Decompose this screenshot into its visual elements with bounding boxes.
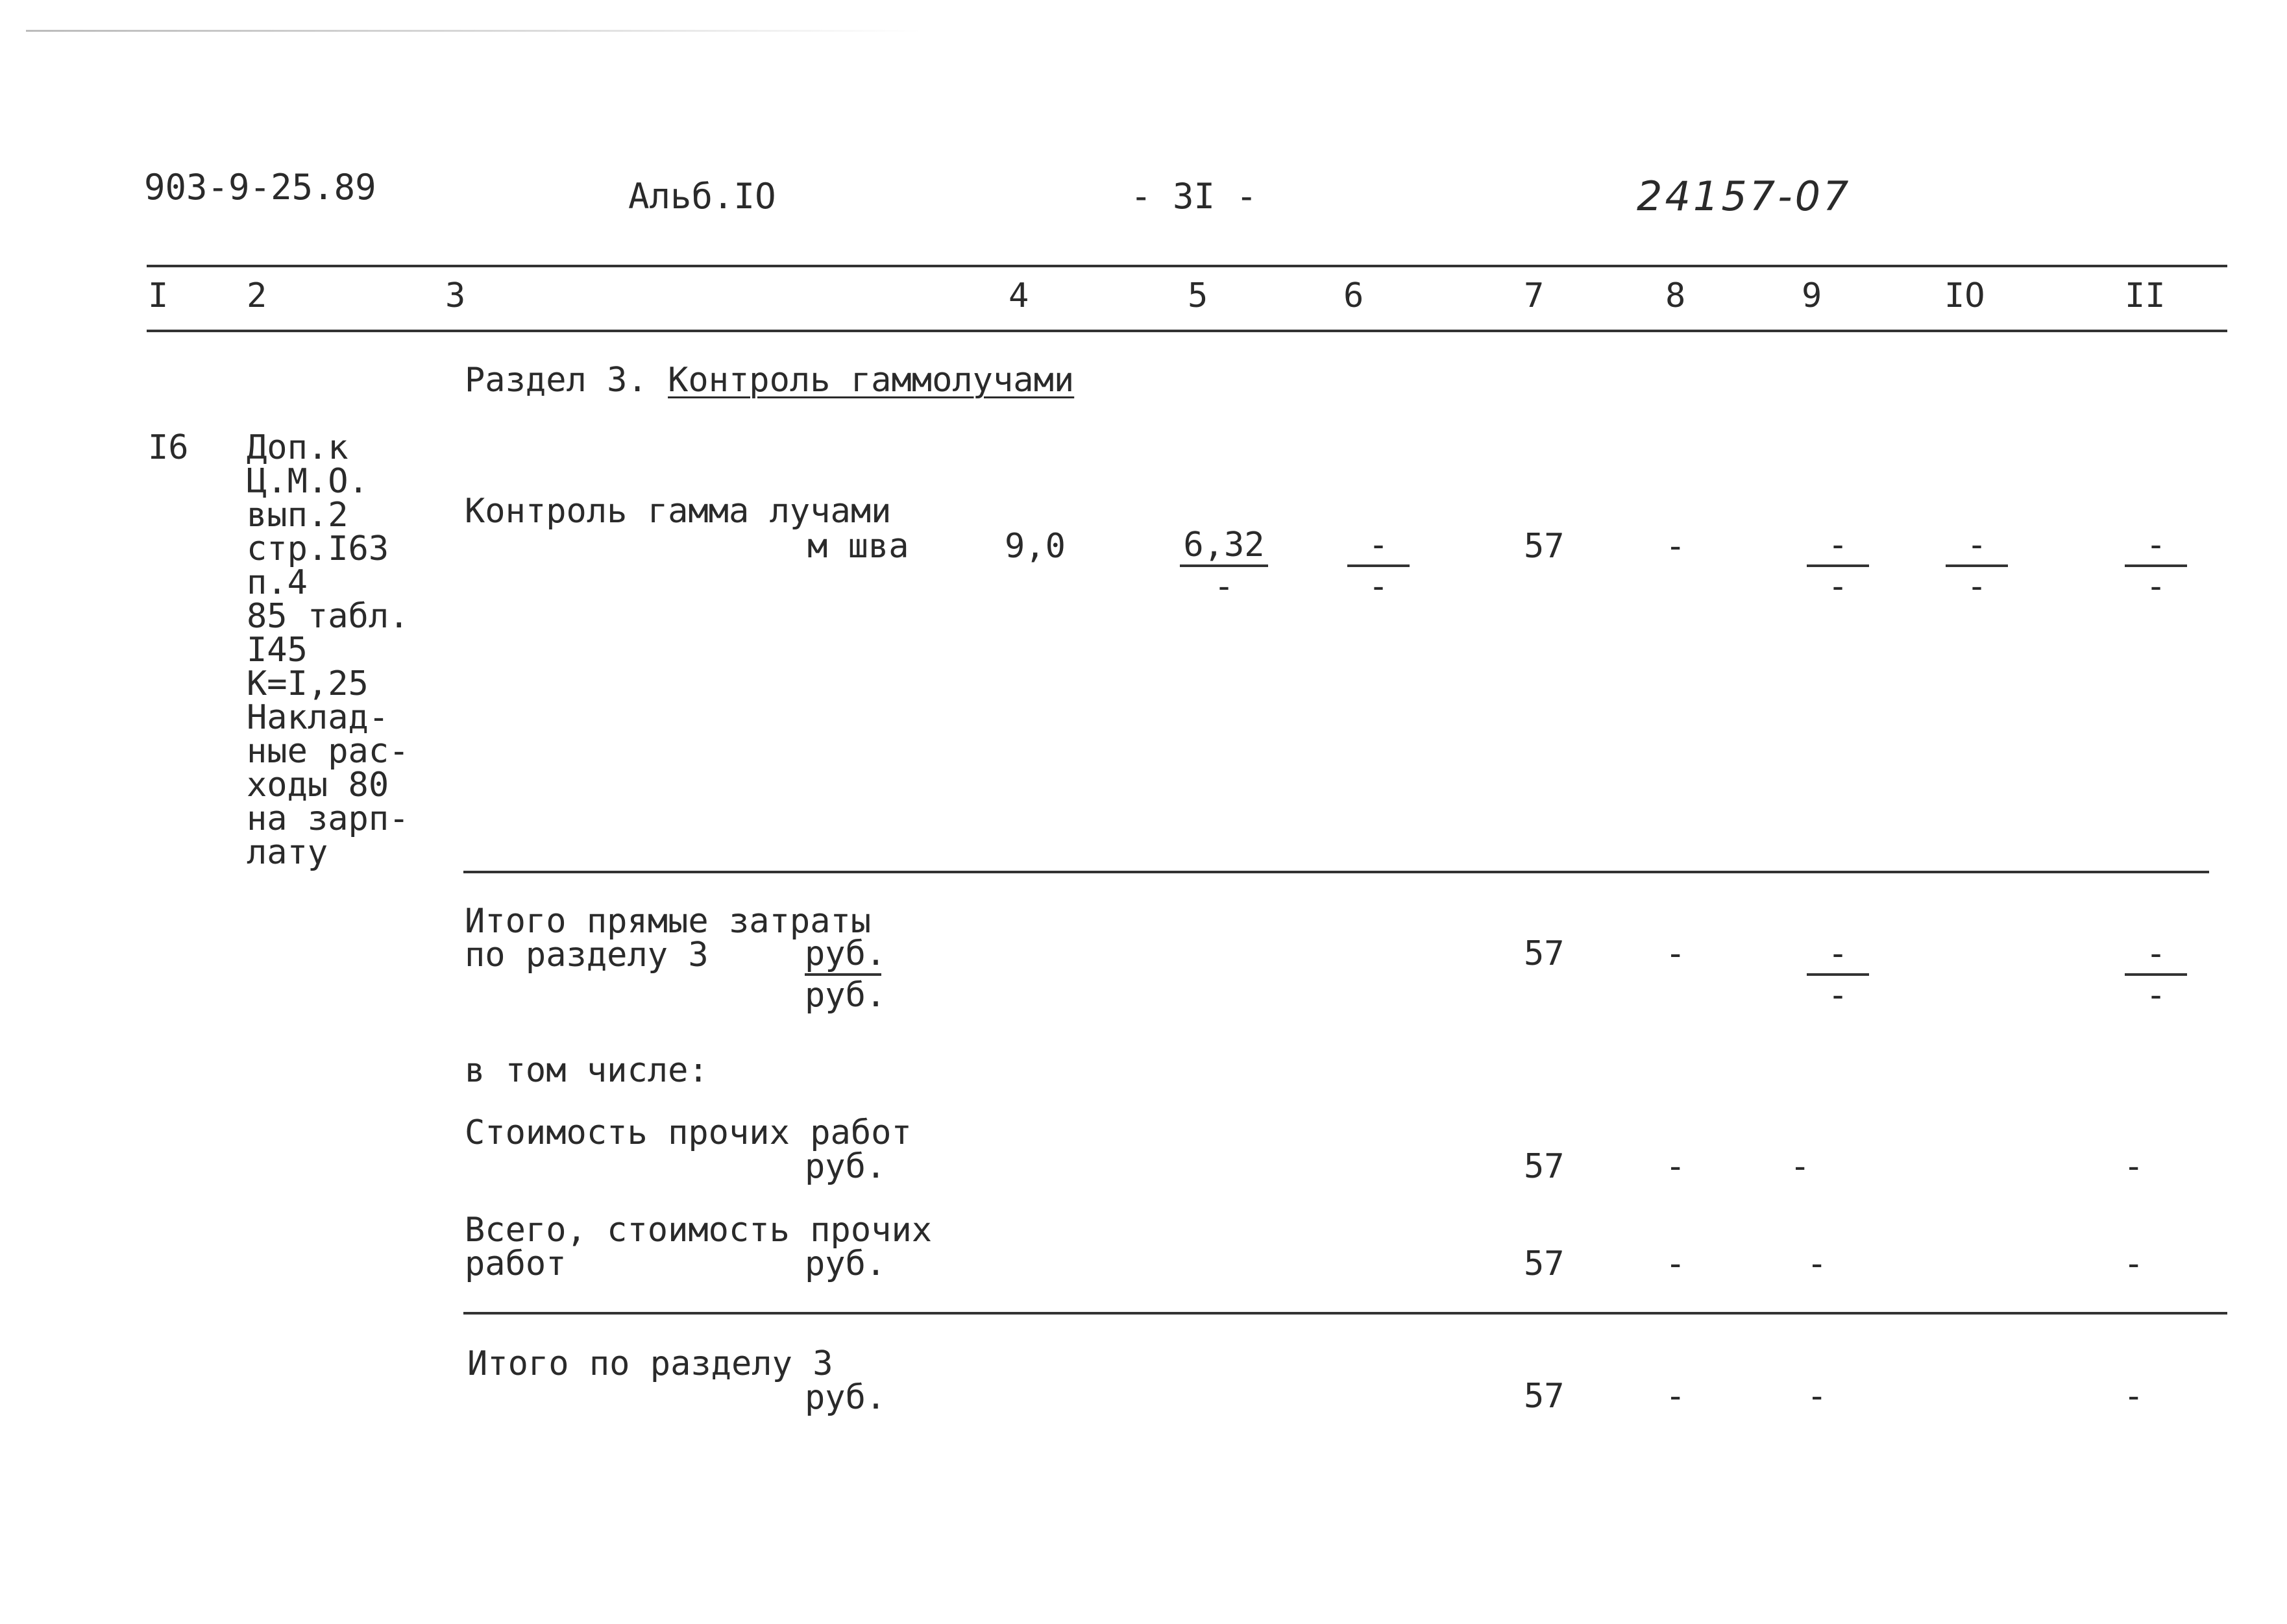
page-number: - 3I - [1131,176,1258,217]
all-other-works-col9: - [1807,1244,1828,1283]
other-works-col8: - [1665,1147,1686,1186]
item-col10: - - [1946,528,2008,603]
item-unit-cost [1180,526,1268,606]
all-other-works-col8: - [1665,1244,1686,1283]
all-other-works-label-line1: Всего, стоимость прочих [465,1211,933,1250]
scan-edge-artifact [26,30,922,32]
column-number-7: 7 [1524,276,1545,315]
header-top-rule [147,265,2227,267]
other-works-unit: руб. [805,1147,887,1186]
reference-line: Наклад- [247,698,389,737]
unit-cost-denominator: - [1214,567,1234,606]
reference-line: ные рас- [247,732,410,771]
item-number: I6 [148,428,189,467]
item-col9: - - [1807,528,1869,603]
section-total-rule [463,1312,2227,1315]
including-label: в том числе: [465,1051,709,1090]
column-number-10: IO [1944,276,1985,315]
reference-line: ходы 80 [247,766,389,805]
item-col6: - - [1347,528,1410,603]
column-number-8: 8 [1665,276,1686,315]
column-number-5: 5 [1188,276,1208,315]
reference-line: на зарп- [247,799,410,838]
reference-line: К=I,25 [247,664,369,703]
item-unit: м шва [807,527,909,566]
column-number-4: 4 [1009,276,1029,315]
other-works-total: 57 [1524,1147,1565,1186]
section-total-label: Итого по разделу 3 [467,1344,833,1383]
direct-costs-col8: - [1665,934,1686,973]
column-number-1: I [148,276,169,315]
other-works-col9: - [1790,1147,1811,1186]
direct-costs-col9: - - [1807,937,1869,1012]
direct-costs-unit: руб. руб. [805,934,887,1015]
reference-line: Ц.М.О. [247,462,369,501]
reference-line: Доп.к [247,428,349,467]
item-name: Контроль гамма лучами [465,492,892,531]
all-other-works-total: 57 [1524,1244,1565,1283]
direct-costs-total: 57 [1524,934,1565,973]
unit-cost-numerator: 6,32 [1180,528,1268,567]
item-total: 57 [1524,527,1565,566]
other-works-label: Стоимость прочих работ [465,1113,912,1152]
reference-line: стр.I63 [247,529,389,568]
direct-costs-label-line2: по разделу 3 [465,936,709,975]
column-number-3: 3 [445,276,466,315]
section-total-col11: - [2123,1377,2144,1416]
item-col8: - [1665,527,1686,566]
document-code: 903-9-25.89 [144,167,376,208]
reference-line: 85 табл. [247,597,410,636]
item-reference [247,428,410,872]
section-total-sum: 57 [1524,1377,1565,1416]
all-other-works-unit: руб. [805,1244,887,1283]
direct-costs-label-line1: Итого прямые затраты [465,902,872,941]
item-quantity: 9,0 [1005,527,1066,566]
section-total-col9: - [1807,1377,1828,1416]
section-heading [465,361,1075,400]
column-number-6: 6 [1343,276,1364,315]
inventory-number: 24157-07 [1637,173,1852,220]
column-number-2: 2 [247,276,267,315]
section-items-rule [463,871,2209,873]
section-title: Контроль гаммолучами [668,361,1075,400]
item-col11: - - [2125,528,2187,603]
all-other-works-col11: - [2123,1244,2144,1283]
album-number: Альб.IO [628,176,776,217]
reference-line: п.4 [247,563,308,602]
other-works-col11: - [2123,1147,2144,1186]
section-label: Раздел 3. [465,361,648,400]
reference-line: лату [247,833,328,872]
all-other-works-label-line2: работ [465,1244,567,1283]
direct-costs-col11: - - [2125,937,2187,1012]
section-total-col8: - [1665,1377,1686,1416]
column-number-9: 9 [1802,276,1822,315]
reference-line: вып.2 [247,496,349,535]
header-bottom-rule [147,330,2227,332]
section-total-unit: руб. [805,1378,887,1417]
column-number-11: II [2125,276,2166,315]
reference-line: I45 [247,631,308,670]
